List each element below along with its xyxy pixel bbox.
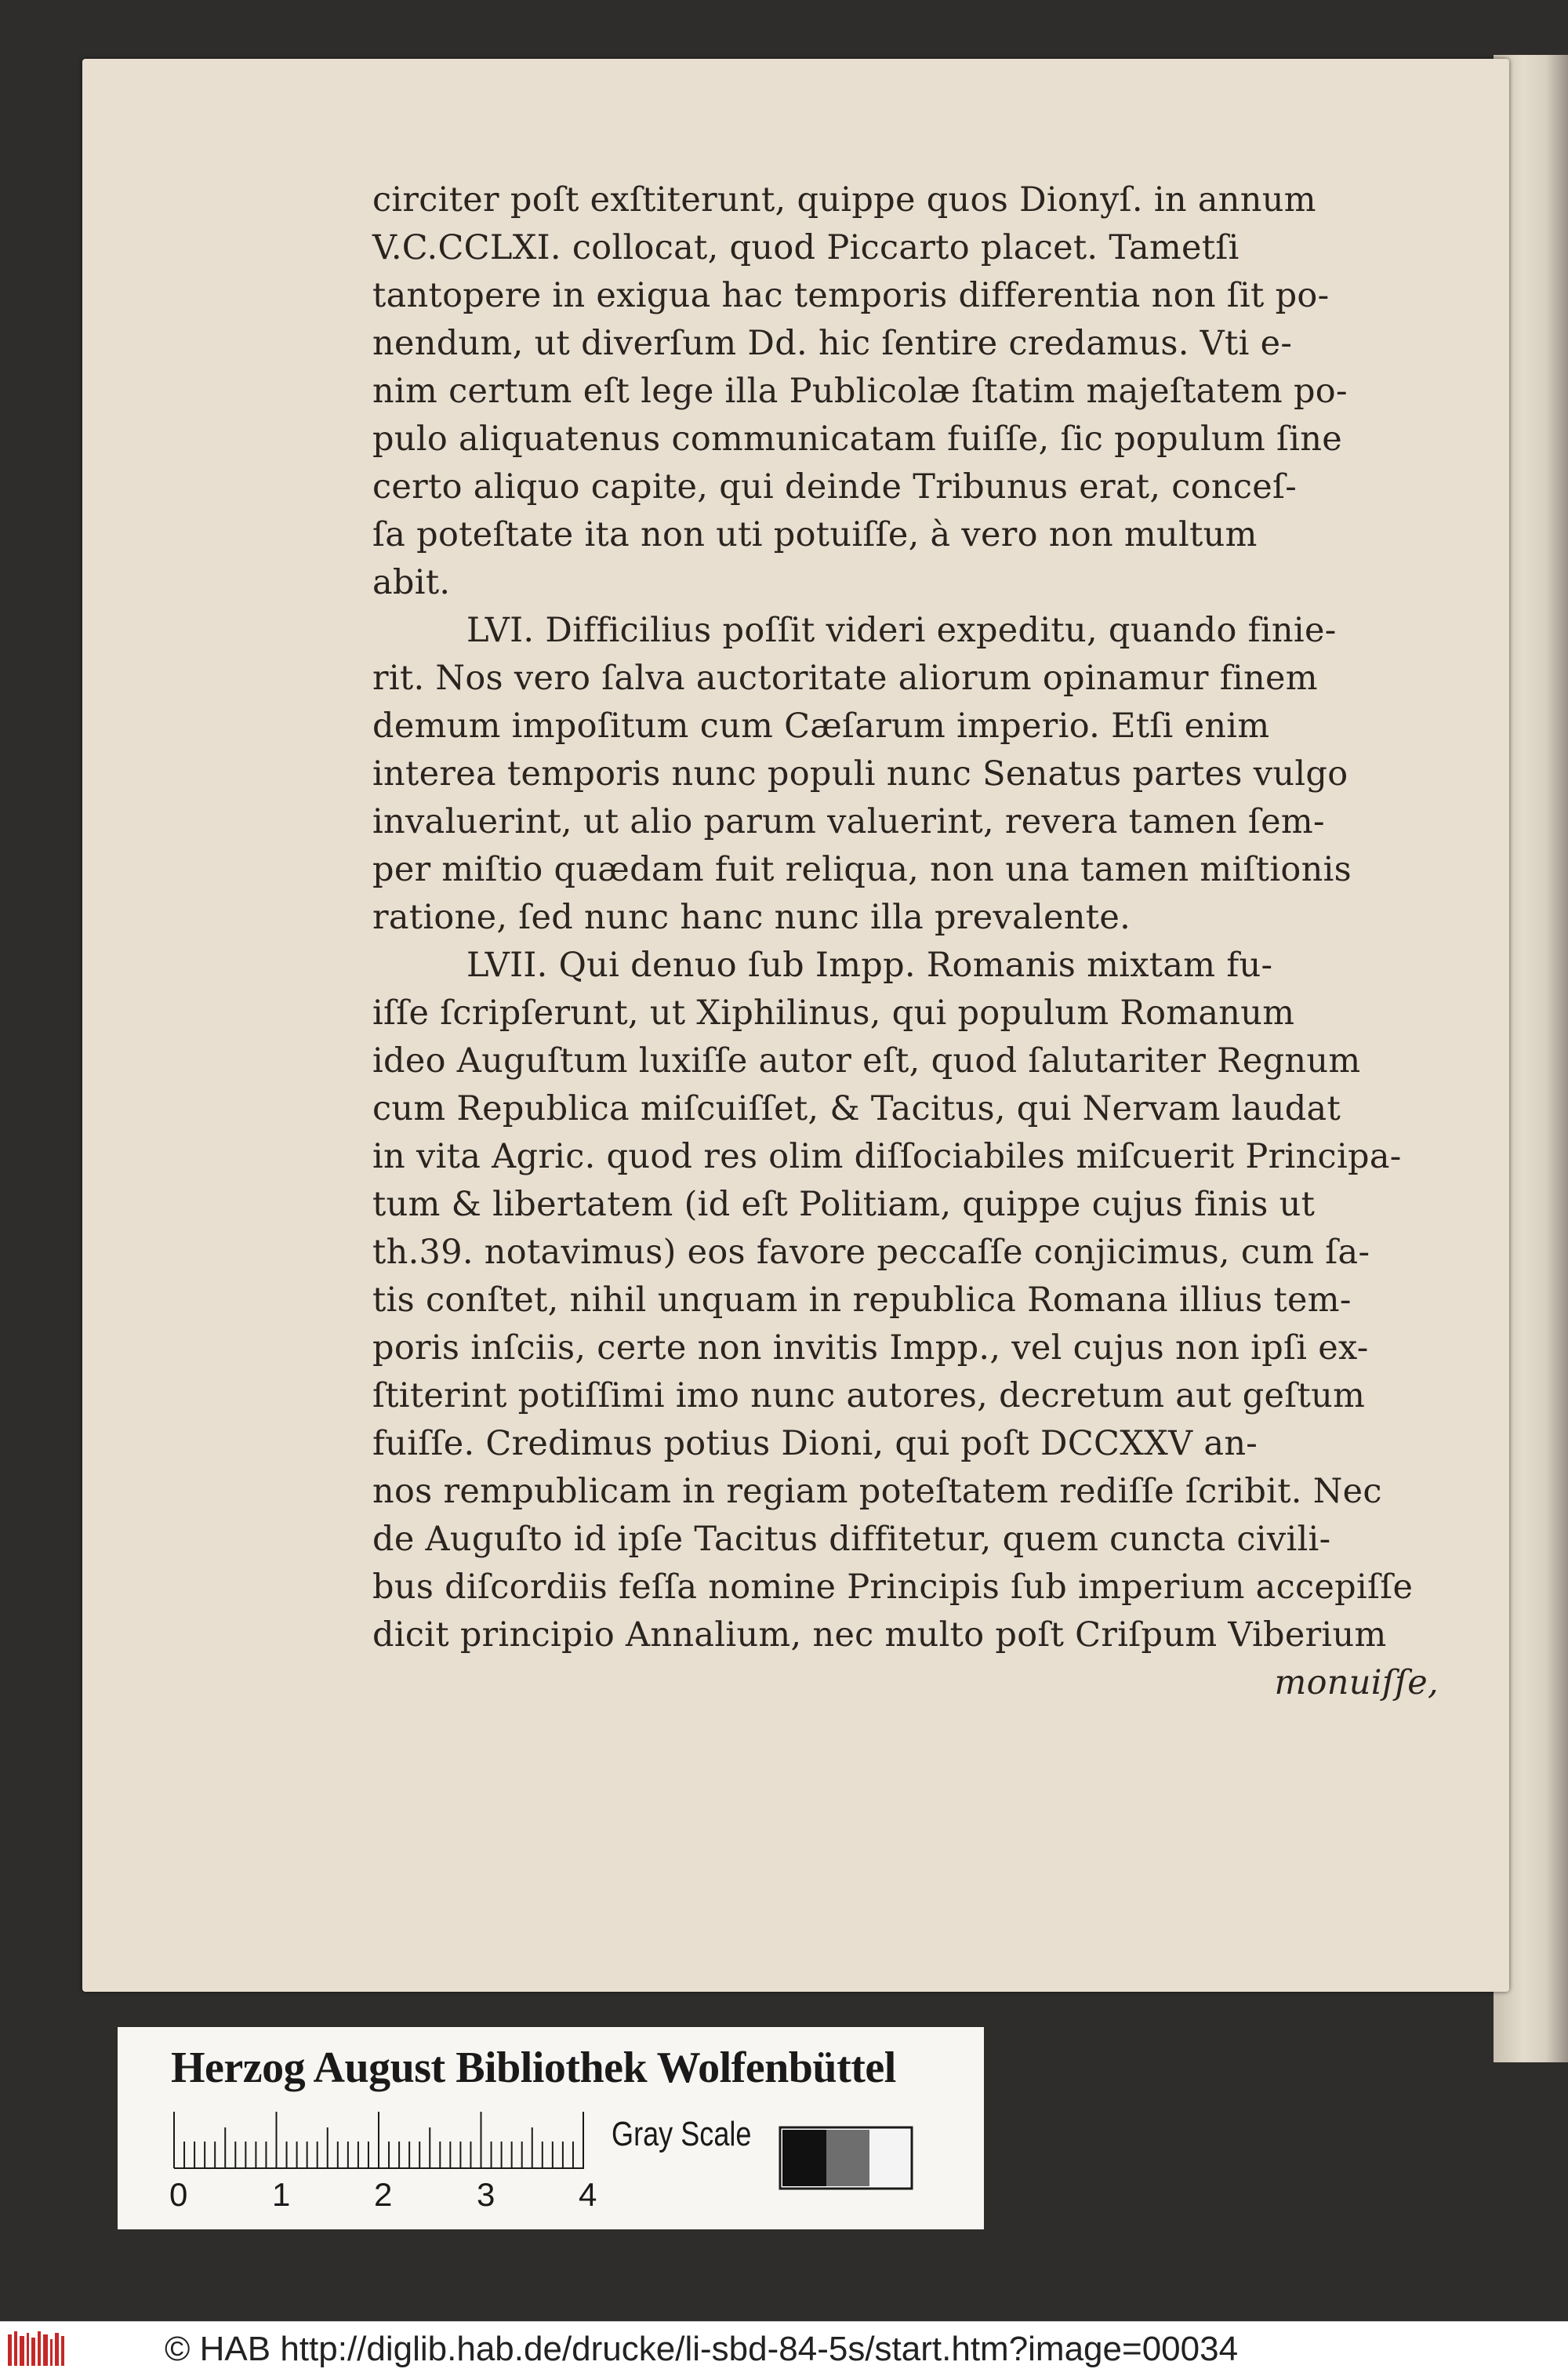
grayscale-white-patch: [869, 2130, 909, 2186]
text-line: demum impoſitum cum Cæſarum imperio. Etſi enim: [372, 707, 1270, 746]
text-line: iſſe ſcripſerunt, ut Xiphilinus, qui populum Romanum: [372, 994, 1295, 1033]
text-line: ſtiterint potiſſimi imo nunc autores, decretum aut geſtum: [372, 1376, 1366, 1415]
text-line: V.C.CCLXI. collocat, quod Piccarto placet. Tametſi: [372, 228, 1240, 267]
color-ruler-card: [118, 2027, 984, 2229]
text-line: interea temporis nunc populi nunc Senatus partes vulgo: [372, 754, 1348, 794]
text-line: ratione, ſed nunc hanc nunc illa prevalente.: [372, 898, 1131, 937]
text-line: circiter poſt exſtiterunt, quippe quos Dionyſ. in annum: [372, 180, 1316, 220]
gray-scale-label: Gray Scale: [612, 2115, 752, 2153]
ruler-number: 1: [272, 2176, 291, 2213]
footer-bar: [0, 2321, 1568, 2376]
ruler-number: 2: [374, 2176, 393, 2213]
text-line: LVI. Difficilius poſſit videri expeditu, quando finie-: [466, 611, 1337, 650]
text-line: pulo aliquatenus communicatam fuiſſe, ſic populum ſine: [372, 420, 1343, 459]
text-line: rit. Nos vero ſalva auctoritate aliorum opinamur finem: [372, 659, 1318, 698]
catchword: monuiſſe,: [1274, 1663, 1439, 1702]
ruler-number: 4: [579, 2176, 597, 2213]
text-line: nendum, ut diverſum Dd. hic ſentire credamus. Vti e-: [372, 324, 1293, 363]
text-line: certo aliquo capite, qui deinde Tribunus erat, conceſ-: [372, 467, 1298, 507]
ruler-number: 3: [477, 2176, 495, 2213]
ruler-number: 0: [169, 2176, 188, 2213]
text-line: invaluerint, ut alio parum valuerint, revera tamen ſem-: [372, 802, 1325, 841]
text-line: de Auguſto id ipſe Tacitus diffitetur, quem cuncta civili-: [372, 1520, 1331, 1559]
text-line: fuiſſe. Credimus potius Dioni, qui poſt DCCXXV an-: [372, 1424, 1258, 1463]
hab-logo-icon: [6, 2330, 69, 2369]
text-line: poris inſciis, certe non invitis Impp., vel cujus non ipſi ex-: [372, 1328, 1369, 1368]
text-line: per miſtio quædam fuit reliqua, non una tamen miſtionis: [372, 850, 1352, 889]
text-line: th.39. notavimus) eos favore peccaſſe conjicimus, cum ſa-: [372, 1233, 1370, 1272]
text-line: dicit principio Annalium, nec multo poſt Criſpum Viberium: [372, 1615, 1387, 1655]
library-title: Herzog August Bibliothek Wolfenbüttel: [171, 2044, 896, 2092]
text-line: tum & libertatem (id eſt Politiam, quippe cujus finis ut: [372, 1185, 1316, 1224]
grayscale-black-patch: [782, 2130, 826, 2186]
text-line: ideo Auguſtum luxiſſe autor eſt, quod ſalutariter Regnum: [372, 1041, 1361, 1081]
text-line: tantopere in exigua hac temporis differentia non ſit po-: [372, 276, 1330, 315]
text-line: ſa poteſtate ita non uti potuiſſe, à vero non multum: [372, 515, 1258, 554]
text-line: nim certum eſt lege illa Publicolæ ſtatim majeſtatem po-: [372, 372, 1348, 411]
text-line: LVII. Qui denuo ſub Impp. Romanis mixtam fu-: [466, 946, 1273, 985]
text-line: bus diſcordiis feſſa nomine Principis ſub imperium accepiſſe: [372, 1568, 1414, 1607]
text-line: in vita Agric. quod res olim diſſociabiles miſcuerit Principa-: [372, 1137, 1402, 1176]
footer-citation: © HAB http://diglib.hab.de/drucke/li-sbd-84-5s/start.htm?image=00034: [165, 2330, 1239, 2368]
text-line: nos rempublicam in regiam poteſtatem rediſſe ſcribit. Nec: [372, 1472, 1382, 1511]
text-line: cum Republica miſcuiſſet, & Tacitus, qui Nervam laudat: [372, 1089, 1341, 1128]
ruler-scale: [118, 2027, 984, 2229]
grayscale-gray-patch: [826, 2130, 869, 2186]
text-line: tis conſtet, nihil unquam in republica Romana illius tem-: [372, 1281, 1352, 1320]
text-line: abit.: [372, 563, 451, 602]
page-text: [372, 176, 1439, 1707]
